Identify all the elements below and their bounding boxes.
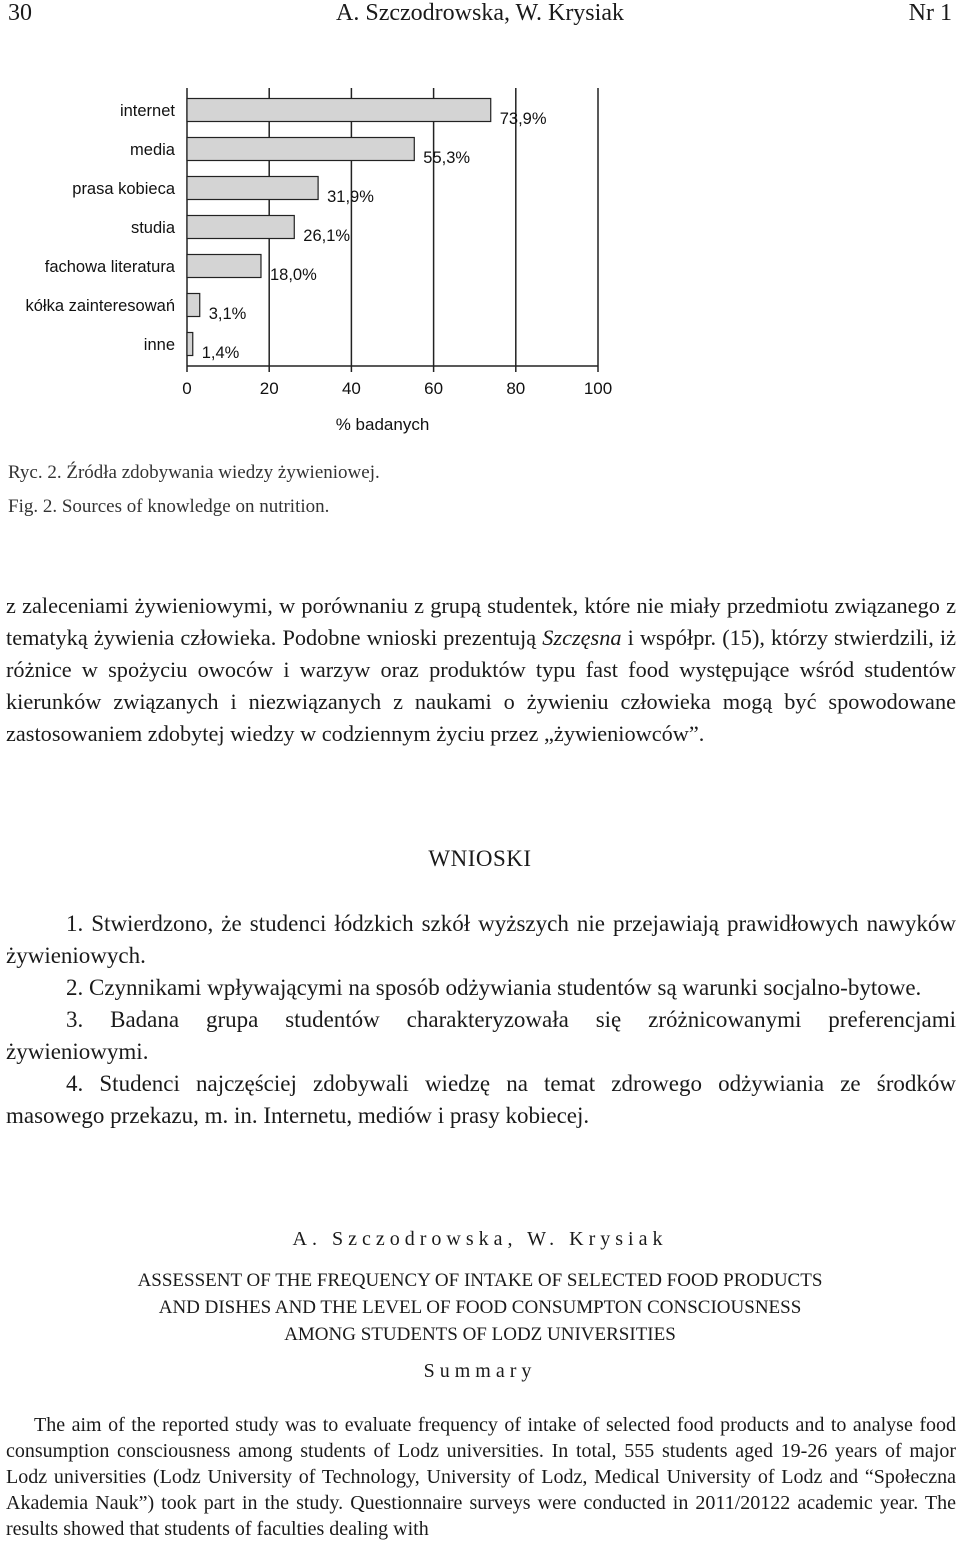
value-label: 26,1% [303,227,351,245]
value-label: 73,9% [499,110,547,128]
paragraph-text-2: i współpr. (15), którzy stwierdzili, iż różnice w spożyciu owoców i warzyw oraz produktów typu fast food występujące wśród studentów kierunków związanych i niezwiązanych z naukami o żywieniu człowieka mogą być spowodowane zastosowaniem zdobytej wiedzy w codziennym życiu przez „żywieniowców”. [6,625,957,746]
conclusion-item: 4. Studenci najczęściej zdobywali wiedzę na temat zdrowego odżywiania ze środków masowego przekazu, m. in. Internetu, mediów i prasy kobiecej. [6,1071,956,1128]
summary-title-line: ASSESSENT OF THE FREQUENCY OF INTAKE OF SELECTED FOOD PRODUCTS [137,1270,823,1291]
x-tick-label: 40 [341,379,361,398]
value-label: 18,0% [269,266,317,284]
issue-number: Nr 1 [908,0,952,26]
paragraph-text-1: z zaleceniami żywieniowymi, w porównaniu z grupą studentek, które nie miały przedmiotu związanego z tematyką żywienia człowieka. Podobne wnioski prezentują [6,593,956,650]
bar-chart [0,80,640,440]
category-label: inne [143,336,175,354]
summary-authors: A. Szczodrowska, W. Krysiak [292,1228,668,1250]
body-paragraph [6,590,956,750]
bar [187,99,491,122]
conclusion-item: 3. Badana grupa studentów charakteryzowała się zróżnicowanymi preferencjami żywieniowymi. [6,1007,956,1064]
figure-caption-pl: Ryc. 2. Źródła zdobywania wiedzy żywieniowej. [8,462,380,483]
bar-chart-svg [0,80,640,440]
conclusions-heading: WNIOSKI [428,846,532,871]
conclusions-list [6,908,956,1132]
category-label: fachowa literatura [44,258,175,276]
figure-caption-en: Fig. 2. Sources of knowledge on nutrition. [8,496,330,517]
bar [187,138,414,161]
bar [187,216,294,239]
running-header-authors: A. Szczodrowska, W. Krysiak [336,0,624,26]
page-number: 30 [8,0,32,26]
summary-title-line: AMONG STUDENTS OF LODZ UNIVERSITIES [284,1324,676,1345]
category-label: studia [130,219,175,237]
summary-heading: Summary [423,1360,537,1382]
x-tick-label: 100 [583,379,613,398]
summary-title [0,1267,960,1348]
x-tick-label: 60 [424,379,444,398]
bar [187,294,200,317]
x-tick-label: 0 [182,379,192,398]
summary-title-line: AND DISHES AND THE LEVEL OF FOOD CONSUMPTON CONSCIOUSNESS [158,1297,802,1318]
conclusion-item: 1. Stwierdzono, że studenci łódzkich szkół wyższych nie przejawiają prawidłowych nawyków żywieniowych. [6,911,956,968]
category-label: kółka zainteresowań [25,297,175,315]
value-label: 3,1% [208,305,247,323]
bar [187,255,261,278]
category-label: media [130,141,175,159]
cited-author: Szczęsna [542,625,622,650]
bar [187,333,193,356]
bar [187,177,318,200]
value-label: 55,3% [423,149,471,167]
summary-text [6,1412,956,1542]
conclusion-item: 2. Czynnikami wpływającymi na sposób odżywiania studentów są warunki socjalno-bytowe. [66,975,922,1000]
category-label: internet [119,102,175,120]
x-tick-label: 20 [259,379,279,398]
value-label: 1,4% [201,344,240,362]
category-label: prasa kobieca [72,180,175,198]
x-axis-title: % badanych [335,415,430,434]
value-label: 31,9% [327,188,374,206]
summary-paragraph: The aim of the reported study was to evaluate frequency of intake of selected food products and to analyse food consumption consciousness among students of Lodz universities. In total, 555 students aged 19-26 years of major Lodz universities (Lodz University of Technology, University of Lodz, Medical University of Lodz and “Społeczna Akademia Nauk”) took part in the study. Questionnaire surveys were conducted in 2011/20122 academic year. The results showed that students of faculties dealing with [6,1414,956,1540]
x-tick-label: 80 [506,379,526,398]
